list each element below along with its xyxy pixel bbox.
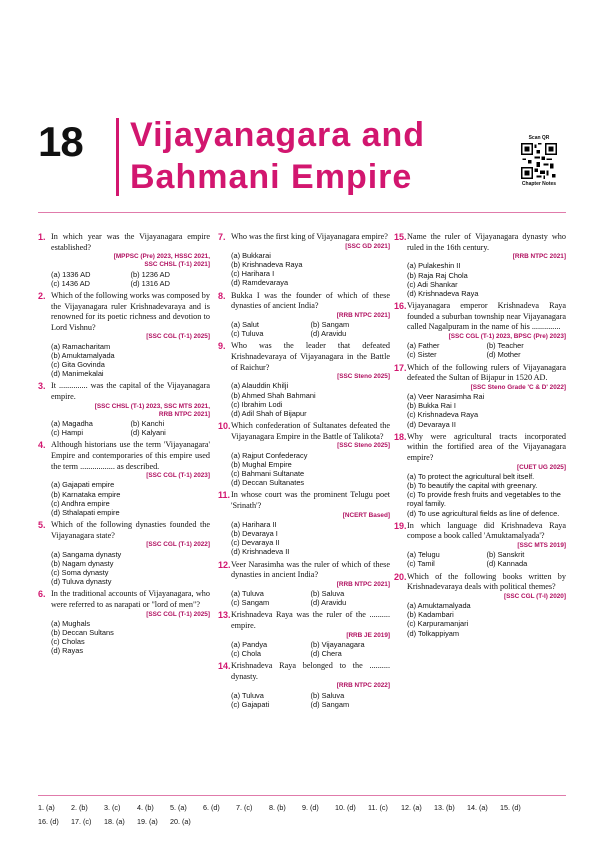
question-item [218, 610, 390, 658]
option-item: (a) Veer Narasimha Rai [407, 391, 485, 401]
exam-source: SSC CHSL (T-1) 2021] [144, 261, 210, 269]
exam-source: [SSC CGL (T-I) 2020] [503, 592, 566, 600]
question-number: 12. [218, 559, 231, 570]
option-item: (d) Tuluva dynasty [51, 577, 112, 587]
question-text: Krishnadeva Raya belonged to the .......... dynasty. [231, 661, 390, 681]
option-item: (a) To protect the agricultural belt itself. [407, 471, 535, 481]
exam-source: [NCERT Based] [342, 511, 390, 519]
option-item: (d) Sangam [310, 699, 350, 709]
answer-key-item: 6. (d) [203, 803, 220, 812]
question-text: Which of the following rulers of Vijayanagara defeated the Sultan of Bijapur in 1520 AD. [407, 362, 566, 383]
exam-source: [SSC CGL (T-1) 2025] [146, 333, 210, 341]
question-item [218, 560, 390, 608]
question-number: 10. [218, 421, 231, 432]
options-list [231, 381, 390, 418]
question-item [218, 341, 390, 418]
exam-source: [CUET UG 2025] [516, 463, 566, 471]
question-number: 15. [394, 232, 407, 242]
option-item: (a) Pulakeshin II [407, 261, 461, 271]
option-item: (b) Sangam [310, 320, 350, 329]
question-number: 18. [394, 431, 407, 442]
option-item: (d) Aravidu [310, 329, 347, 339]
options-list [407, 261, 566, 298]
option-item: (d) Aravidu [310, 598, 347, 608]
exam-source: [SSC Steno 2025] [337, 373, 390, 381]
option-item: (a) Magadha [51, 418, 93, 428]
option-item: (c) Bahmani Sultanate [231, 469, 305, 478]
question-item [38, 291, 210, 378]
option-item: (c) Harihara I [231, 269, 275, 279]
exam-source: [SSC CGL (T-1) 2025] [146, 610, 210, 618]
option-item: (a) Alauddin Khilji [231, 381, 289, 391]
question-number: 8. [218, 290, 226, 301]
option-item: (a) Mughals [51, 618, 91, 628]
option-item: (c) Chola [231, 649, 261, 658]
answer-key-item: 7. (c) [236, 803, 253, 812]
answer-key-item: 11. (c) [368, 803, 388, 812]
exam-source: [SSC CGL (T-1) 2022] [146, 541, 210, 549]
exam-source: [RRB JE 2019] [346, 631, 390, 639]
answer-key-item: 9. (d) [302, 803, 319, 812]
option-item: (a) Father [407, 341, 440, 351]
answer-key-item: 10. (d) [335, 803, 356, 812]
option-item: (c) Hampi [51, 428, 84, 438]
answer-key-item: 16. (d) [38, 817, 59, 826]
question-text: Who was the first king of Vijayanagara empire? [231, 232, 388, 241]
question-number: 13. [218, 610, 231, 621]
exam-source: [SSC MTS 2019] [517, 541, 566, 549]
option-item: (c) Cholas [51, 637, 85, 647]
question-text: In which year was the Vijayanagara empire established? [51, 232, 210, 252]
option-item: (d) Sthalapati empire [51, 507, 120, 517]
options-list [51, 550, 210, 587]
option-item: (a) Sangama dynasty [51, 549, 122, 559]
option-item: (b) Kanchi [130, 418, 165, 428]
option-item: (a) Telugu [407, 550, 440, 560]
answer-key-item: 18. (a) [104, 817, 125, 826]
option-item: (d) Rayas [51, 646, 84, 656]
option-item: (d) Chera [310, 649, 342, 658]
question-text: Which of the following books written by Krishnadevaraya deals with political themes? [407, 571, 566, 592]
qr-code-icon [521, 143, 557, 179]
options-list [51, 619, 210, 656]
option-item: (c) Adi Shankar [407, 279, 458, 289]
option-item: (b) Deccan Sultans [51, 627, 114, 637]
exam-source: [RRB NTPC 2021] [336, 311, 390, 319]
option-item: (c) Gajapati [231, 699, 270, 709]
question-text: In whose court was the prominent Telugu poet 'Srinath'? [231, 490, 390, 510]
option-item: (c) Sister [407, 350, 437, 360]
question-item [38, 440, 210, 517]
question-item [218, 421, 390, 487]
answer-key-item: 20. (a) [170, 817, 191, 826]
chapter-title [130, 114, 425, 198]
answer-key-row-2 [38, 817, 566, 826]
question-text: Although historians use the term 'Vijayanagara' Empire and contemporaries of this empire used the term ................. as described. [51, 440, 210, 471]
question-number: 3. [38, 381, 46, 392]
option-item: (b) Raja Raj Chola [407, 270, 468, 280]
question-column-1 [38, 232, 210, 659]
question-number: 16. [394, 301, 407, 312]
question-item [394, 432, 566, 518]
options-list [51, 270, 210, 288]
answer-key-item: 4. (b) [137, 803, 154, 812]
option-item: (c) Tamil [407, 559, 435, 569]
option-item: (d) Ramdevaraya [231, 278, 289, 288]
option-item: (a) Pandya [231, 639, 268, 649]
question-item [394, 363, 566, 429]
options-list [231, 320, 390, 338]
option-item: (b) Vijayanagara [310, 639, 365, 649]
option-item: (c) Devaraya II [231, 538, 280, 548]
option-item: (d) Mother [486, 350, 521, 360]
option-item: (c) Ibrahim Lodi [231, 399, 283, 409]
answer-key-item: 14. (a) [467, 803, 488, 812]
option-item: (a) Amuktamalyada [407, 600, 471, 610]
option-item: (a) 1336 AD [51, 269, 91, 279]
option-item: (b) Ahmed Shah Bahmani [231, 390, 316, 400]
exam-source: [SSC Steno Grade 'C & D' 2022] [470, 383, 566, 391]
option-item: (b) Amuktamalyada [51, 350, 115, 360]
question-number: 1. [38, 232, 46, 242]
exam-source: [SSC CGL (T-1) 2023] [146, 472, 210, 480]
answer-key-item: 2. (b) [71, 803, 88, 812]
option-item: (b) Kadambari [407, 610, 454, 620]
question-number: 2. [38, 291, 46, 301]
option-item: (b) Saluva [310, 690, 345, 700]
question-text: It .............. was the capital of the Vijayanagara empire. [51, 381, 210, 401]
option-item: (a) Tuluva [231, 589, 264, 598]
options-list [231, 520, 390, 557]
question-column-3 [394, 232, 566, 641]
exam-source: [SSC Steno 2025] [337, 442, 390, 450]
option-item: (c) Andhra empire [51, 498, 110, 508]
question-text: In the traditional accounts of Vijayanagara, who were referred to as narapati or "lord of men"? [51, 589, 210, 609]
question-text: Veer Narasimha was the ruler of which of these dynasties in ancient India? [231, 559, 390, 580]
option-item: (a) Harihara II [231, 519, 277, 529]
option-item: (a) Tuluva [231, 690, 264, 700]
option-item: (c) Tuluva [231, 329, 264, 339]
option-item: (c) To provide fresh fruits and vegetables to the royal family. [407, 490, 561, 509]
question-number: 5. [38, 520, 46, 531]
question-number: 17. [394, 362, 407, 373]
option-item: (a) Salut [231, 320, 259, 329]
chapter-title-line1: Vijayanagara and [130, 116, 426, 154]
options-list [51, 480, 210, 517]
question-text: Vijayanagara emperor Krishnadeva Raya founded a suburban township near Vijayanagara called Nagalpuram in the name of his .............. [407, 301, 566, 332]
question-number: 9. [218, 341, 226, 352]
question-item [38, 589, 210, 655]
question-item [394, 301, 566, 359]
option-item: (b) Karnataka empire [51, 489, 121, 499]
option-item: (c) 1436 AD [51, 278, 91, 288]
option-item: (c) Sangam [231, 598, 270, 608]
option-item: (b) Sanskrit [486, 550, 525, 560]
question-item [218, 661, 390, 709]
option-item: (d) Deccan Sultanates [231, 478, 305, 488]
exam-source: [RRB NTPC 2022] [336, 682, 390, 690]
question-text: Which confederation of Sultanates defeated the Vijayanagara Empire in the Battle of Talikota? [231, 421, 390, 441]
qr-label-top: Scan QR [528, 135, 550, 141]
exam-source: [SSC CHSL (T-1) 2023, SSC MTS 2021, [94, 402, 210, 410]
question-number: 11. [218, 490, 231, 501]
answer-key-item: 13. (b) [434, 803, 455, 812]
question-item [38, 520, 210, 586]
option-item: (d) 1316 AD [130, 278, 170, 288]
qr-block[interactable] [515, 135, 563, 193]
option-item: (d) To use agricultural fields as line of defence. [407, 508, 560, 518]
question-text: Krishnadeva Raya was the ruler of the .......... empire. [231, 610, 390, 630]
question-item [218, 490, 390, 556]
options-list [231, 691, 390, 709]
chapter-divider [116, 118, 119, 196]
question-item [394, 521, 566, 569]
answer-key-item: 12. (a) [401, 803, 422, 812]
option-item: (a) Rajput Confederacy [231, 450, 308, 460]
header-rule [38, 212, 566, 213]
option-item: (c) Karpuramanjari [407, 619, 469, 629]
answer-key-item: 19. (a) [137, 817, 158, 826]
question-number: 14. [218, 661, 231, 672]
question-text: Bukka I was the founder of which of these dynasties of ancient India? [231, 290, 390, 311]
option-item: (d) Devaraya II [407, 419, 456, 429]
options-list [231, 589, 390, 607]
answer-key-item: 15. (d) [500, 803, 521, 812]
question-number: 6. [38, 589, 46, 600]
question-number: 20. [394, 571, 407, 582]
options-list [407, 392, 566, 429]
exam-source: [SSC CGL (T-1) 2023, BPSC (Pre) 2023] [448, 332, 566, 340]
exam-source: [SSC GD 2021] [345, 242, 390, 250]
option-item: (b) Nagam dynasty [51, 558, 114, 568]
question-text: Name the ruler of Vijayanagara dynasty who ruled in the 16th century. [407, 232, 566, 252]
option-item: (d) Adil Shah of Bijapur [231, 409, 307, 418]
option-item: (d) Kalyani [130, 428, 166, 438]
question-text: Why were agricultural tracts incorporated within the fortified area of the Vijayanagara empire? [407, 431, 566, 462]
qr-label-bottom: Chapter Notes [521, 181, 557, 187]
option-item: (a) Bukkarai [231, 250, 271, 260]
options-list [407, 601, 566, 638]
question-item [394, 572, 566, 638]
options-list [407, 341, 566, 359]
options-list [231, 640, 390, 658]
option-item: (c) Gita Govinda [51, 359, 105, 369]
question-item [218, 291, 390, 339]
options-list [51, 419, 210, 437]
question-item [394, 232, 566, 298]
question-item [38, 232, 210, 288]
question-text: Who was the leader that defeated Krishnadevaraya of Vijayanagara in the Battle of Raichur? [231, 341, 390, 372]
question-text: Which of the following dynasties founded the Vijayanagara state? [51, 520, 210, 540]
question-text: In which language did Krishnadeva Raya compose a book called 'Amuktamalyada'? [407, 520, 566, 541]
answer-key-item: 1. (a) [38, 803, 55, 812]
option-item: (b) Devaraya I [231, 529, 278, 538]
question-number: 7. [218, 232, 226, 242]
option-item: (d) Krishnadeva II [231, 547, 290, 557]
option-item: (c) Krishnadeva Raya [407, 410, 479, 420]
option-item: (b) Teacher [486, 341, 524, 351]
answer-key-item: 17. (c) [71, 817, 92, 826]
option-item: (b) 1236 AD [130, 269, 170, 279]
exam-source: [MPPSC (Pre) 2023, HSSC 2021, [113, 253, 210, 261]
options-list [231, 251, 390, 288]
option-item: (d) Kannada [486, 559, 528, 569]
option-item: (d) Manimekalai [51, 369, 104, 379]
option-item: (b) Mughal Empire [231, 459, 292, 469]
exam-source: [RRB NTPC 2021] [336, 580, 390, 588]
options-list [231, 451, 390, 488]
chapter-number: 18 [38, 118, 83, 165]
chapter-title-line2: Bahmani Empire [130, 158, 413, 196]
option-item: (a) Ramacharitam [51, 341, 111, 351]
options-list [407, 472, 566, 518]
option-item: (b) Bukka Rai I [407, 401, 456, 411]
question-number: 4. [38, 440, 46, 451]
option-item: (c) Soma dynasty [51, 567, 109, 577]
answer-key-item: 3. (c) [104, 803, 121, 812]
option-item: (d) Tolkappiyam [407, 628, 460, 638]
option-item: (b) Saluva [310, 589, 345, 598]
answer-key-item: 5. (a) [170, 803, 187, 812]
question-number: 19. [394, 520, 407, 531]
answer-key-item: 8. (b) [269, 803, 286, 812]
answer-key-row-1 [38, 803, 566, 812]
option-item: (d) Krishnadeva Raya [407, 289, 479, 298]
exam-source: RRB NTPC 2021] [158, 410, 210, 418]
question-text: Which of the following works was composed by the Vijayanagara ruler Krishnadevaraya and is renowned for its poetic richness and devotion to Lord Vishnu? [51, 291, 210, 332]
question-item [218, 232, 390, 288]
options-list [51, 342, 210, 379]
option-item: (b) Krishnadeva Raya [231, 260, 303, 269]
options-list [407, 550, 566, 568]
answer-key-rule [38, 795, 566, 796]
question-item [38, 381, 210, 437]
option-item: (b) To beautify the capital with greenary. [407, 480, 538, 490]
exam-source: [RRB NTPC 2021] [512, 253, 566, 261]
option-item: (a) Gajapati empire [51, 480, 115, 490]
question-column-2 [218, 232, 390, 712]
